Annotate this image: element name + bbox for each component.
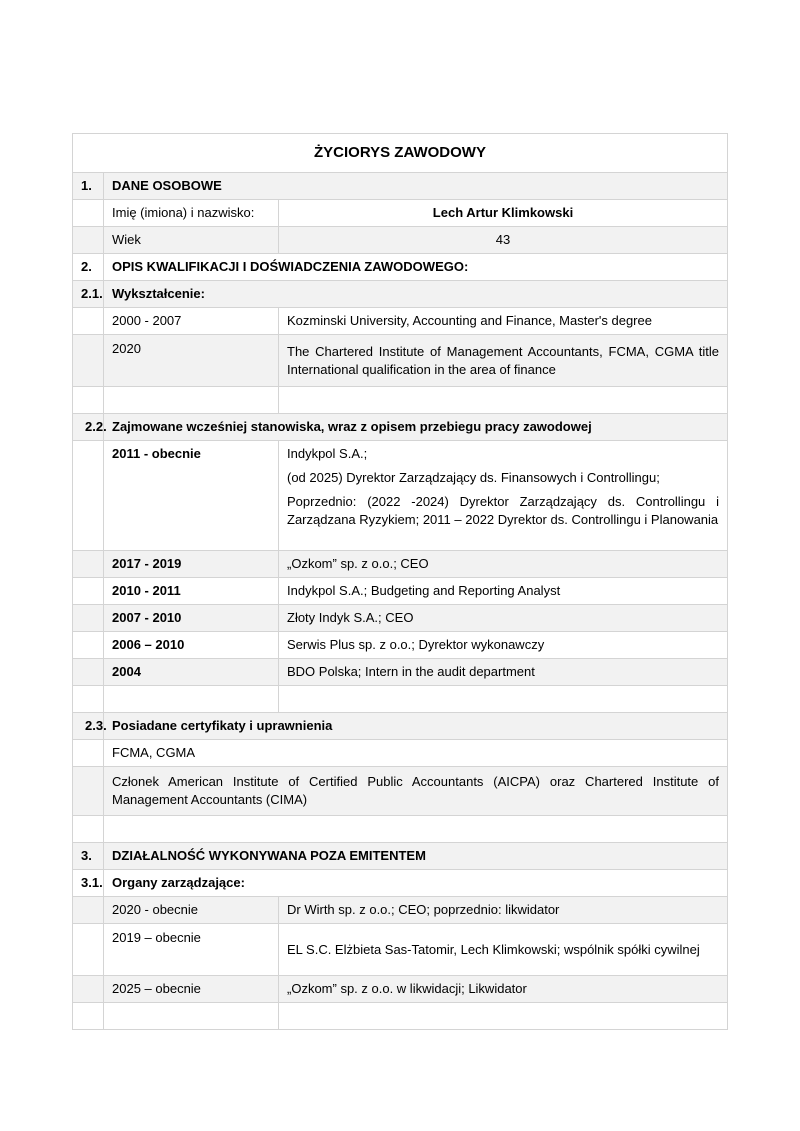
management-row (73, 897, 728, 924)
position-line: Poprzednio: (2022 -2024) Dyrektor Zarządzający ds. Controllingu i Zarządzana Ryzykiem; 2011 – 2022 Dyrektor ds. Controllingu i Planowania (287, 494, 719, 527)
education-desc: Kozminski University, Accounting and Finance, Master's degree (279, 308, 728, 335)
subsection-3-1-header (73, 870, 728, 897)
empty-cell (73, 578, 104, 605)
empty-cell (73, 441, 104, 551)
certificate-row (73, 767, 728, 816)
empty-cell (73, 387, 104, 414)
cv-table (72, 133, 728, 1030)
management-row (73, 924, 728, 976)
subsection-heading: Zajmowane wcześniej stanowiska, wraz z opisem przebiegu pracy zawodowej (104, 414, 728, 441)
subsection-heading: Wykształcenie: (104, 281, 728, 308)
empty-cell (73, 551, 104, 578)
education-period: 2020 (104, 335, 279, 387)
empty-cell (73, 897, 104, 924)
position-period: 2006 – 2010 (104, 632, 279, 659)
position-desc: Złoty Indyk S.A.; CEO (279, 605, 728, 632)
empty-cell (73, 1003, 104, 1030)
section-heading: DANE OSOBOWE (104, 173, 728, 200)
title-row (73, 134, 728, 173)
position-row (73, 605, 728, 632)
name-label: Imię (imiona) i nazwisko: (104, 200, 279, 227)
subsection-2-3-header (73, 713, 728, 740)
position-desc: „Ozkom” sp. z o.o.; CEO (279, 551, 728, 578)
education-row (73, 308, 728, 335)
position-desc (279, 441, 728, 551)
empty-cell (104, 816, 728, 843)
name-value: Lech Artur Klimkowski (279, 200, 728, 227)
empty-cell (73, 605, 104, 632)
subsection-number: 2.2. (73, 414, 104, 441)
management-desc: „Ozkom” sp. z o.o. w likwidacji; Likwidator (279, 976, 728, 1003)
position-desc: BDO Polska; Intern in the audit department (279, 659, 728, 686)
age-value: 43 (279, 227, 728, 254)
management-desc: Dr Wirth sp. z o.o.; CEO; poprzednio: likwidator (279, 897, 728, 924)
position-period: 2004 (104, 659, 279, 686)
subsection-number: 2.3. (73, 713, 104, 740)
section-number: 3. (73, 843, 104, 870)
empty-cell (73, 767, 104, 816)
empty-cell (73, 976, 104, 1003)
position-line: Indykpol S.A.; (287, 446, 368, 461)
subsection-number: 3.1. (73, 870, 104, 897)
management-period: 2020 - obecnie (104, 897, 279, 924)
section-3-header (73, 843, 728, 870)
empty-cell (73, 308, 104, 335)
empty-cell (73, 686, 104, 713)
spacer-row (73, 686, 728, 713)
position-desc: Indykpol S.A.; Budgeting and Reporting Analyst (279, 578, 728, 605)
empty-cell (104, 686, 279, 713)
position-line: (od 2025) Dyrektor Zarządzający ds. Finansowych i Controllingu; (287, 470, 660, 485)
section-2-header (73, 254, 728, 281)
management-row (73, 976, 728, 1003)
section-number: 2. (73, 254, 104, 281)
position-period: 2007 - 2010 (104, 605, 279, 632)
empty-cell (73, 335, 104, 387)
empty-cell (279, 1003, 728, 1030)
certificate-row (73, 740, 728, 767)
empty-cell (73, 740, 104, 767)
management-period: 2025 – obecnie (104, 976, 279, 1003)
certificate-item: FCMA, CGMA (104, 740, 728, 767)
position-row (73, 441, 728, 551)
position-row (73, 578, 728, 605)
empty-cell (73, 659, 104, 686)
section-heading: DZIAŁALNOŚĆ WYKONYWANA POZA EMITENTEM (104, 843, 728, 870)
spacer-row (73, 816, 728, 843)
empty-cell (73, 924, 104, 976)
age-row (73, 227, 728, 254)
empty-cell (104, 1003, 279, 1030)
age-label: Wiek (104, 227, 279, 254)
empty-cell (104, 387, 279, 414)
position-row (73, 659, 728, 686)
subsection-2-1-header (73, 281, 728, 308)
empty-cell (73, 227, 104, 254)
section-heading: OPIS KWALIFIKACJI I DOŚWIADCZENIA ZAWODOWEGO: (104, 254, 728, 281)
subsection-2-2-header (73, 414, 728, 441)
empty-cell (73, 816, 104, 843)
position-period: 2010 - 2011 (104, 578, 279, 605)
subsection-number: 2.1. (73, 281, 104, 308)
empty-cell (73, 632, 104, 659)
subsection-heading: Posiadane certyfikaty i uprawnienia (104, 713, 728, 740)
management-period: 2019 – obecnie (104, 924, 279, 976)
spacer-row (73, 1003, 728, 1030)
position-desc: Serwis Plus sp. z o.o.; Dyrektor wykonawczy (279, 632, 728, 659)
document-title: ŻYCIORYS ZAWODOWY (73, 134, 728, 173)
empty-cell (73, 200, 104, 227)
education-row (73, 335, 728, 387)
position-row (73, 551, 728, 578)
section-1-header (73, 173, 728, 200)
position-period: 2011 - obecnie (104, 441, 279, 551)
empty-cell (279, 387, 728, 414)
position-row (73, 632, 728, 659)
certificate-item: Członek American Institute of Certified Public Accountants (AICPA) oraz Chartered Institute of Management Accountants (CIMA) (104, 767, 728, 816)
subsection-heading: Organy zarządzające: (104, 870, 728, 897)
education-period: 2000 - 2007 (104, 308, 279, 335)
management-desc: EL S.C. Elżbieta Sas-Tatomir, Lech Klimkowski; wspólnik spółki cywilnej (279, 924, 728, 976)
education-desc: The Chartered Institute of Management Accountants, FCMA, CGMA title International qualification in the area of finance (279, 335, 728, 387)
position-period: 2017 - 2019 (104, 551, 279, 578)
empty-cell (279, 686, 728, 713)
name-row (73, 200, 728, 227)
spacer-row (73, 387, 728, 414)
section-number: 1. (73, 173, 104, 200)
